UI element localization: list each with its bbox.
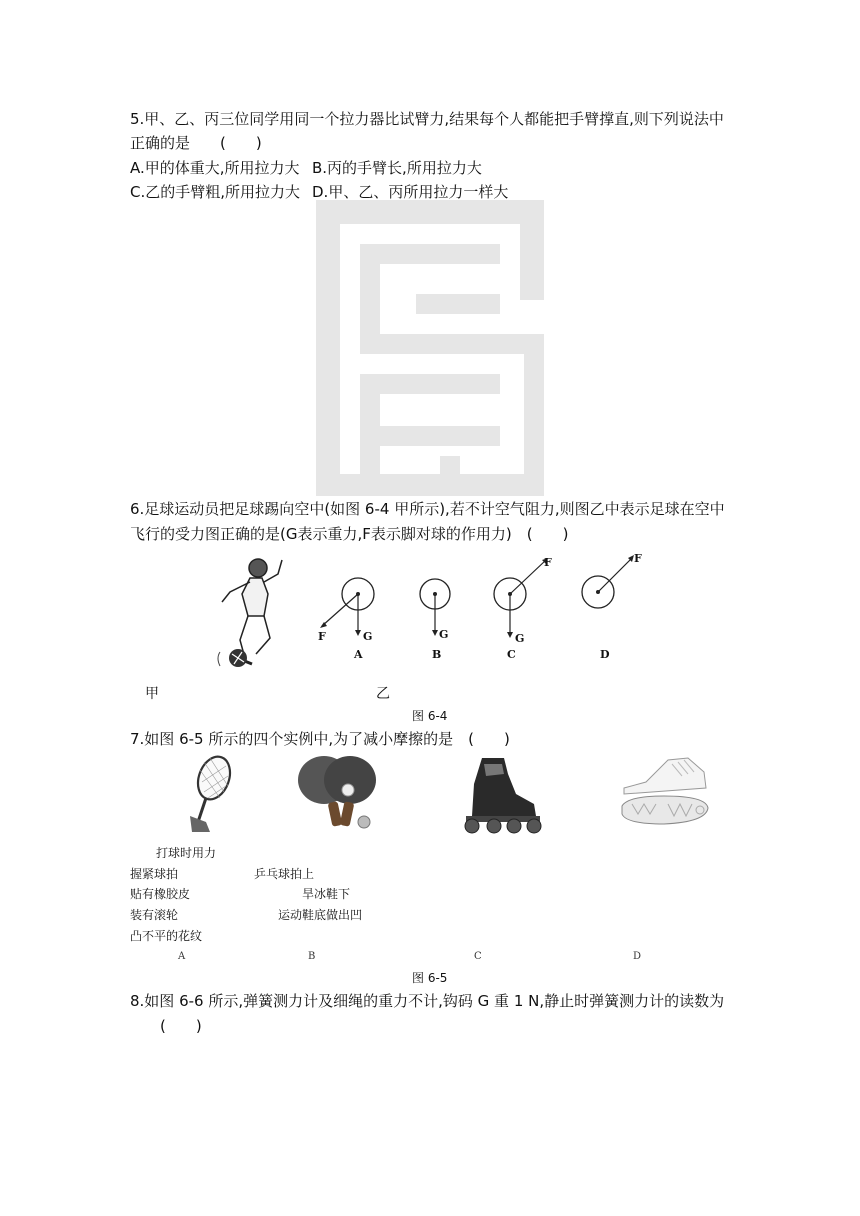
q7-text-line-6: 装有滚轮: [130, 908, 179, 922]
diagram-label-b: B: [432, 648, 442, 661]
q7-option-letter-d: D: [633, 951, 642, 962]
soccer-player-illustration: [212, 554, 296, 672]
ping-pong-paddles-illustration: [294, 752, 380, 832]
figure-caption-6-5: 图 6-5: [412, 971, 448, 985]
diagram-label-a: A: [354, 648, 363, 661]
force-g-label-a: G: [363, 630, 373, 643]
figure-label-yi: 乙: [376, 686, 390, 702]
q5-option-d: D.甲、乙、丙所用拉力一样大: [312, 183, 509, 201]
force-diagram-d: [576, 550, 656, 620]
diagram-label-c: C: [507, 648, 516, 661]
figure-caption-6-4: 图 6-4: [412, 709, 448, 723]
force-g-label-b: G: [439, 628, 449, 641]
q5-option-a: A.甲的体重大,所用拉力大: [130, 159, 300, 177]
q5-option-b: B.丙的手臂长,所用拉力大: [312, 159, 482, 177]
q7-text-line-5: 旱冰鞋下: [302, 887, 351, 901]
q7-option-letter-c: C: [474, 951, 482, 962]
q7-text-line-4: 贴有橡胶皮: [130, 887, 191, 901]
diagram-label-d: D: [600, 648, 610, 661]
force-f-label-c: F: [544, 556, 552, 569]
q5-option-c: C.乙的手臂粗,所用拉力大: [130, 183, 301, 201]
q7-stem: 7.如图 6-5 所示的四个实例中,为了减小摩擦的是 ( ): [130, 730, 510, 748]
q7-text-line-3: 乒乓球拍上: [254, 867, 315, 881]
roller-skate-illustration: [458, 754, 542, 834]
figure-label-jia: 甲: [145, 686, 159, 702]
sneaker-sole-illustration: [618, 754, 712, 834]
watermark-logo: [316, 200, 544, 496]
q7-option-letter-b: B: [308, 951, 316, 962]
force-f-label-a: F: [318, 630, 326, 643]
force-f-label-d: F: [634, 552, 642, 565]
q6-stem-line2: 飞行的受力图正确的是(G表示重力,F表示脚对球的作用力) ( ): [130, 525, 569, 543]
force-g-label-c: G: [515, 632, 525, 645]
q7-text-line-2: 握紧球拍: [130, 867, 179, 881]
q5-stem-line1: 5.甲、乙、丙三位同学用同一个拉力器比试臂力,结果每个人都能把手臂撑直,则下列说法中: [130, 110, 724, 128]
q8-stem-line1: 8.如图 6-6 所示,弹簧测力计及细绳的重力不计,钩码 G 重 1 N,静止时弹簧测力计的读数为: [130, 992, 725, 1010]
q7-text-line-7: 运动鞋底做出凹: [278, 908, 363, 922]
force-diagram-c: [490, 556, 570, 656]
tennis-racket-illustration: [180, 752, 244, 834]
q7-text-line-8: 凸不平的花纹: [130, 929, 203, 943]
q8-stem-line2: ( ): [160, 1017, 202, 1035]
q7-option-letter-a: A: [178, 951, 186, 962]
q7-text-line-1: 打球时用力: [156, 846, 217, 860]
q6-stem-line1: 6.足球运动员把足球踢向空中(如图 6-4 甲所示),若不计空气阻力,则图乙中表示足球在空中: [130, 500, 725, 518]
q5-stem-line2: 正确的是 ( ): [130, 134, 262, 152]
